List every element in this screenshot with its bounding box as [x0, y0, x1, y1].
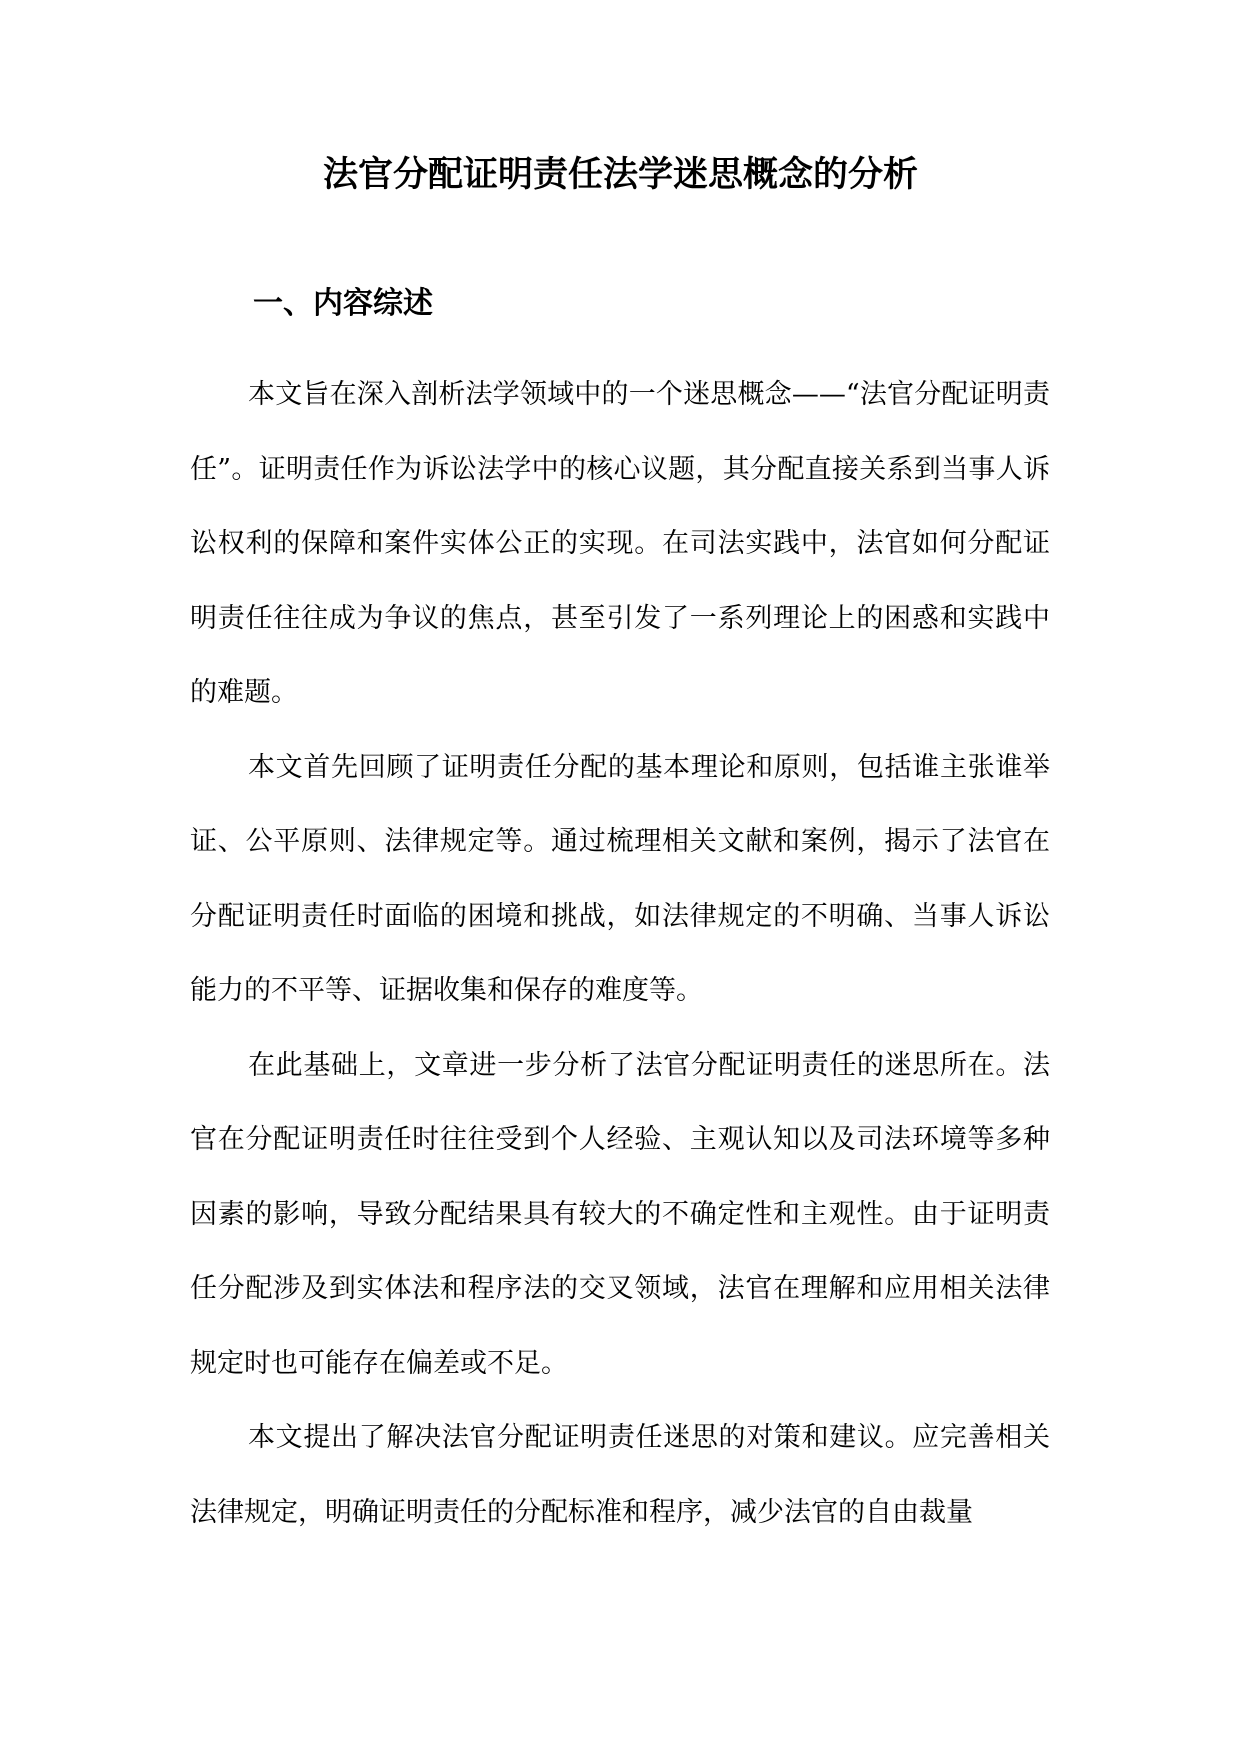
document-title: 法官分配证明责任法学迷思概念的分析 — [322, 154, 918, 195]
paragraph-4: 本文提出了解决法官分配证明责任迷思的对策和建议。应完善相关法律规定，明确证明责任的分配标准和程序，减少法官的自由裁量 — [190, 1422, 1050, 1528]
document-body — [190, 358, 1050, 1550]
paragraph-1: 本文旨在深入剖析法学领域中的一个迷思概念——“法官分配证明责任”。证明责任作为诉讼法学中的核心议题，其分配直接关系到当事人诉讼权利的保障和案件实体公正的实现。在司法实践中，法官如何分配证明责任往往成为争议的焦点，甚至引发了一系列理论上的困惑和实践中的难题。 — [190, 379, 1050, 708]
paragraph-3: 在此基础上，文章进一步分析了法官分配证明责任的迷思所在。法官在分配证明责任时往往受到个人经验、主观认知以及司法环境等多种因素的影响，导致分配结果具有较大的不确定性和主观性。由于证明责任分配涉及到实体法和程序法的交叉领域，法官在理解和应用相关法律规定时也可能存在偏差或不足。 — [190, 1049, 1050, 1379]
section-heading: 一、内容综述 — [253, 286, 433, 321]
paragraph-2: 本文首先回顾了证明责任分配的基本理论和原则，包括谁主张谁举证、公平原则、法律规定等。通过梳理相关文献和案例，揭示了法官在分配证明责任时面临的困境和挑战，如法律规定的不明确、当事人诉讼能力的不平等、证据收集和保存的难度等。 — [190, 751, 1050, 1006]
